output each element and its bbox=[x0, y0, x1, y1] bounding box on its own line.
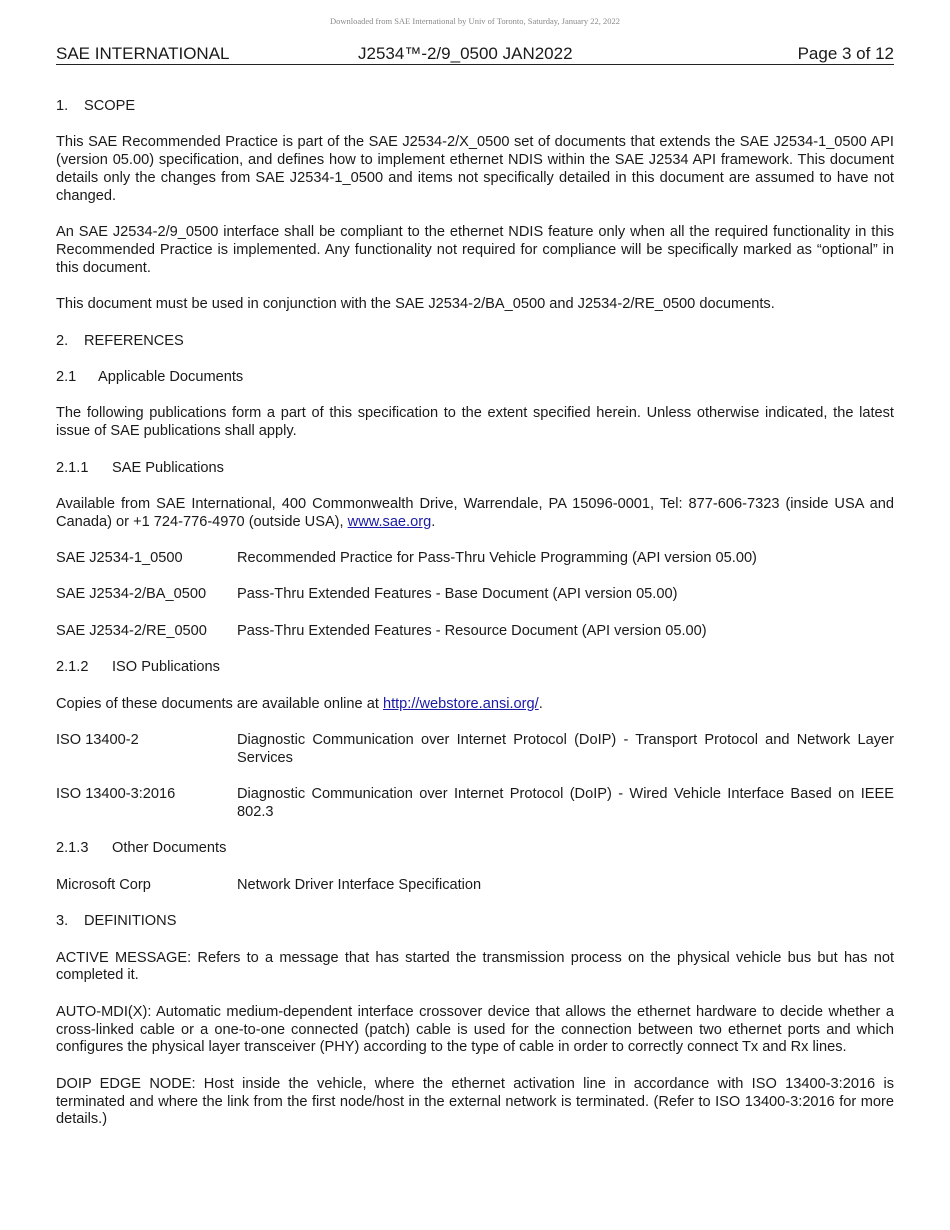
page-header bbox=[56, 44, 894, 65]
section-scope-heading bbox=[56, 98, 894, 116]
ansi-webstore-link[interactable]: http://webstore.ansi.org/ bbox=[382, 695, 539, 712]
section-title: Other Documents bbox=[112, 840, 227, 857]
iso-availability-paragraph bbox=[56, 696, 894, 714]
iso-availability-end: . bbox=[538, 695, 543, 712]
reference-entry bbox=[56, 623, 894, 641]
scope-paragraph-2: An SAE J2534-2/9_0500 interface shall be compliant to the ethernet NDIS feature only when all the required functionality in this Recommended Practice is implemented. Any functionality not required for compliance will be specifically marked as “optional” in this document. bbox=[56, 224, 894, 276]
definition-active-message: ACTIVE MESSAGE: Refers to a message that has started the transmission process on the physical vehicle bus but has not completed it. bbox=[56, 949, 894, 984]
reference-title: Diagnostic Communication over Internet Protocol (DoIP) - Transport Protocol and Network Layer Services bbox=[237, 732, 894, 766]
section-title: Applicable Documents bbox=[98, 368, 244, 385]
definition-auto-mdix: AUTO-MDI(X): Automatic medium-dependent interface crossover device that allows the ethernet hardware to decide whether a cross-linked cable or a one-to-one connected (patch) cable is used for the connection between two ethernet ports and which configures the physical layer transceiver (PHY) according to the type of cable in order to correctly connect Tx and Rx lines. bbox=[56, 1003, 894, 1056]
reference-title: Diagnostic Communication over Internet Protocol (DoIP) - Wired Vehicle Interface Based on IEEE 802.3 bbox=[237, 786, 894, 821]
reference-title: Pass-Thru Extended Features - Resource Document (API version 05.00) bbox=[237, 622, 707, 639]
reference-entry bbox=[56, 877, 894, 895]
section-number: 2.1.1 bbox=[56, 459, 89, 476]
section-title: SAE Publications bbox=[112, 459, 224, 476]
subsection-other-documents-heading bbox=[56, 840, 894, 858]
subsection-applicable-heading bbox=[56, 369, 894, 387]
section-title: ISO Publications bbox=[112, 659, 220, 676]
reference-entry bbox=[56, 786, 894, 822]
reference-title: Pass-Thru Extended Features - Base Document (API version 05.00) bbox=[237, 586, 678, 603]
scope-paragraph-1: This SAE Recommended Practice is part of the SAE J2534-2/X_0500 set of documents that extends the SAE J2534-1_0500 API (version 05.00) specification, and defines how to implement ethernet NDIS within the SAE J2534 API framework. This document details only the changes from SAE J2534-1_0500 and items not specifically detailed in this document are assumed to have not changed. bbox=[56, 134, 894, 204]
reference-entry bbox=[56, 586, 894, 604]
section-number: 2.1.2 bbox=[56, 659, 89, 676]
section-number: 2. bbox=[56, 332, 69, 349]
section-title: DEFINITIONS bbox=[84, 913, 177, 930]
scope-paragraph-3: This document must be used in conjunction with the SAE J2534-2/BA_0500 and J2534-2/RE_0500 documents. bbox=[56, 296, 775, 313]
reference-entry bbox=[56, 732, 894, 768]
reference-doc-id: ISO 13400-3:2016 bbox=[56, 786, 176, 803]
reference-doc-id: SAE J2534-2/BA_0500 bbox=[56, 586, 207, 603]
subsection-iso-publications-heading bbox=[56, 659, 894, 677]
section-number: 2.1 bbox=[56, 368, 77, 385]
subsection-sae-publications-heading bbox=[56, 460, 894, 478]
reference-entry bbox=[56, 550, 894, 568]
header-org: SAE INTERNATIONAL bbox=[56, 44, 230, 63]
reference-title: Network Driver Interface Specification bbox=[237, 876, 482, 893]
section-references-heading bbox=[56, 333, 894, 351]
sae-availability-paragraph bbox=[56, 496, 894, 532]
iso-availability-text: Copies of these documents are available online at bbox=[56, 695, 383, 712]
section-title: SCOPE bbox=[84, 98, 136, 114]
sae-availability-end: . bbox=[431, 513, 436, 530]
definition-doip-edge-node: DOIP EDGE NODE: Host inside the vehicle, where the ethernet activation line in accordance with ISO 13400-3:2016 is terminated and where the link from the first node/host in the external network is terminated. (Refer to ISO 13400-3:2016 for more details.) bbox=[56, 1075, 894, 1128]
section-definitions-heading bbox=[56, 913, 894, 931]
sae-website-link[interactable]: www.sae.org bbox=[347, 513, 432, 530]
reference-doc-id: Microsoft Corp bbox=[56, 876, 151, 893]
reference-doc-id: ISO 13400-2 bbox=[56, 732, 139, 749]
header-page-number: Page 3 of 12 bbox=[797, 44, 894, 63]
document-body bbox=[56, 98, 894, 1148]
applicable-paragraph: The following publications form a part of this specification to the extent specified herein. Unless otherwise indicated, the latest issue of SAE publications shall apply. bbox=[56, 405, 894, 440]
section-number: 1. bbox=[56, 98, 69, 114]
download-watermark: Downloaded from SAE International by Univ of Toronto, Saturday, January 22, 2022 bbox=[329, 16, 620, 26]
header-doc-id: J2534™-2/9_0500 JAN2022 bbox=[358, 44, 573, 63]
reference-title: Recommended Practice for Pass-Thru Vehicle Programming (API version 05.00) bbox=[237, 550, 757, 567]
sae-availability-text: Available from SAE International, 400 Commonwealth Drive, Warrendale, PA 15096-0001, Tel: 877-606-7323 (inside USA and Canada) or +1 724-776-4970 (outside USA), bbox=[56, 495, 894, 530]
reference-doc-id: SAE J2534-1_0500 bbox=[56, 550, 183, 567]
section-number: 3. bbox=[56, 913, 69, 930]
section-title: REFERENCES bbox=[84, 332, 184, 349]
section-number: 2.1.3 bbox=[56, 840, 89, 857]
reference-doc-id: SAE J2534-2/RE_0500 bbox=[56, 622, 207, 639]
